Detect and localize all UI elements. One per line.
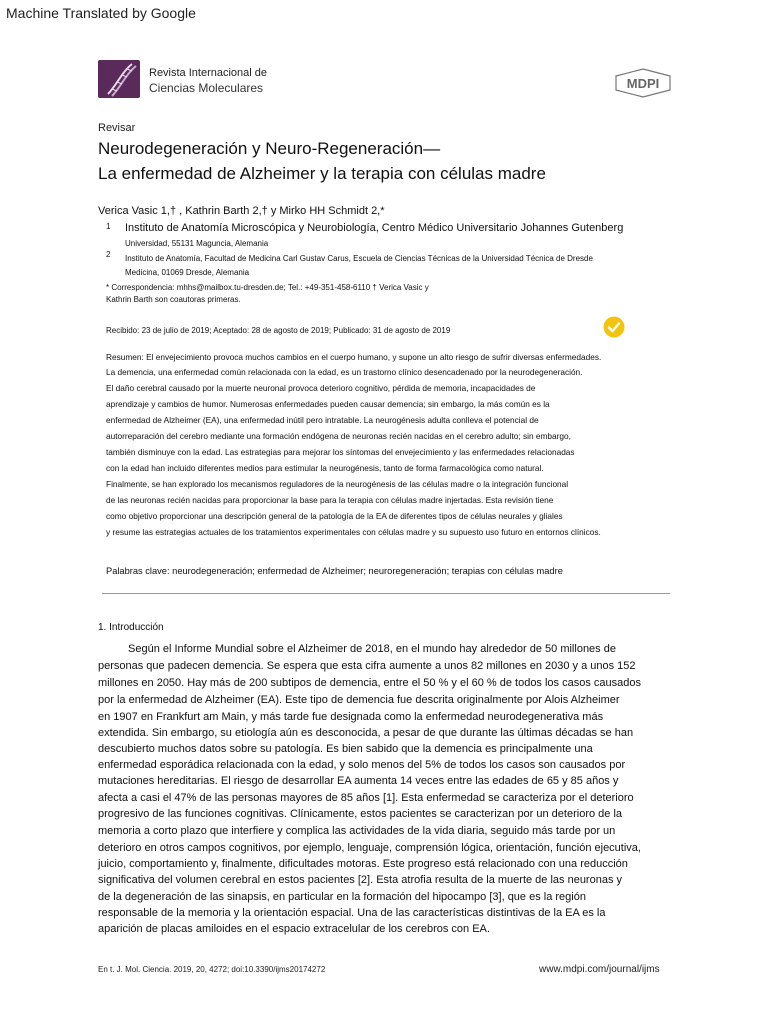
mdpi-logo: [613, 68, 673, 98]
body-line: Según el Informe Mundial sobre el Alzheimer de 2018, en el mundo hay alrededor de 50 millones de: [128, 643, 616, 655]
abstract-line: y resume las estrategias actuales de los tratamientos experimentales con células madre y su supuesto uso futuro en entornos clínicos.: [106, 527, 601, 537]
abstract-line: autorreparación del cerebro mediante una formación endógena de neuronas recién nacidas en el cerebro adulto; sin embargo,: [106, 431, 571, 441]
affiliation-number: 2: [106, 250, 111, 259]
abstract-line: El daño cerebral causado por la muerte neuronal provoca deterioro cognitivo, pérdida de memoria, incapacidades de: [106, 383, 536, 393]
affiliation-number: 1: [106, 222, 111, 231]
body-line: afecta a casi el 47% de las personas mayores de 85 años [1]. Esta enfermedad se caracteriza por el deterioro: [98, 792, 634, 804]
body-line: juicio, comportamiento y, finalmente, dificultades motoras. Este progreso está relacionado con una reducción: [98, 858, 628, 870]
citation-footer: En t. J. Mol. Ciencia. 2019, 20, 4272; doi:10.3390/ijms20174272: [98, 965, 326, 974]
abstract-line: de las neuronas recién nacidas para proporcionar la base para la terapia con células madre injertadas. Esta revisión tiene: [106, 495, 554, 505]
body-line: progresivo de las funciones cognitivas. Clínicamente, estos pacientes se caracterizan por un deterioro de la: [98, 808, 623, 820]
abstract-line: La demencia, una enfermedad común relacionada con la edad, es un trastorno clínico desencadenado por la neurodegeneración.: [106, 367, 583, 377]
check-circle-icon[interactable]: [603, 316, 625, 338]
author-list: Verica Vasic 1,† , Kathrin Barth 2,† y Mirko HH Schmidt 2,*: [98, 205, 385, 217]
article-title-line1: Neurodegeneración y Neuro-Regeneración—: [98, 139, 441, 158]
body-line: por la enfermedad de Alzheimer (EA). Este tipo de demencia fue descrita originalmente por Alois Alzheimer: [98, 694, 620, 706]
body-line: significativa del volumen cerebral en estos pacientes [2]. Esta atrofia resulta de la muerte de las neuronas y: [98, 874, 623, 886]
body-line: en 1907 en Frankfurt am Main, y más tarde fue designada como la enfermedad neurodegenerativa más: [98, 711, 604, 723]
body-line: millones en 2050. Hay más de 200 subtipos de demencia, entre el 50 % y el 60 % de todos los casos causados: [98, 677, 641, 689]
abstract-line: también disminuye con la edad. Las estrategias para mejorar los síntomas del envejecimiento y las enfermedades relacionadas: [106, 447, 575, 457]
journal-name-line2: Ciencias Moleculares: [149, 81, 264, 95]
body-line: responsable de la memoria y la orientación espacial. Una de las características distintivas de la EA es la: [98, 907, 606, 919]
affiliation-line: Instituto de Anatomía Microscópica y Neurobiología, Centro Médico Universitario Johannes Gutenberg: [125, 222, 624, 234]
article-type: Revisar: [98, 122, 136, 134]
abstract-line: Resumen: El envejecimiento provoca muchos cambios en el cuerpo humano, y supone un alto riesgo de sufrir diversas enfermedades.: [106, 352, 602, 362]
section-divider: [102, 593, 670, 594]
abstract-line: Finalmente, se han explorado los mecanismos reguladores de la neurogénesis de las células madre o la integración funcional: [106, 479, 569, 489]
affiliation-line: Instituto de Anatomía, Facultad de Medicina Carl Gustav Carus, Escuela de Ciencias Técnicas de la Universidad Técnica de Dresde: [125, 254, 593, 263]
dna-helix-icon: [98, 60, 140, 98]
journal-url-link[interactable]: www.mdpi.com/journal/ijms: [539, 964, 660, 975]
keywords: Palabras clave: neurodegeneración; enfermedad de Alzheimer; neuroregeneración; terapias con células madre: [106, 566, 563, 576]
body-line: extendida. Sin embargo, su etiología aún es desconocida, a pesar de que durante las últimas décadas se han: [98, 727, 634, 739]
abstract-line: como objetivo proporcionar una descripción general de la patología de la EA de diferentes tipos de células neurales y gliales: [106, 511, 563, 521]
affiliation-line: Universidad, 55131 Maguncia, Alemania: [125, 239, 269, 248]
abstract-line: aprendizaje y cambios de humor. Numerosas enfermedades pueden causar demencia; sin embargo, la más común es la: [106, 399, 550, 409]
journal-name-line1: Revista Internacional de: [149, 67, 268, 79]
section-title: 1. Introducción: [98, 622, 164, 633]
body-line: personas que padecen demencia. Se espera que esta cifra aumente a unos 82 millones en 2030 y a unos 152: [98, 660, 636, 672]
correspondence-line: * Correspondencia: mhhs@mailbox.tu-dresden.de; Tel.: +49-351-458-6110 † Verica Vasic y: [106, 283, 429, 292]
body-line: memoria a corto plazo que interfiere y complica las actividades de la vida diaria, seguido más tarde por un: [98, 825, 616, 837]
article-title-line2: La enfermedad de Alzheimer y la terapia con células madre: [98, 164, 546, 183]
body-line: mutaciones hereditarias. El riesgo de desarrollar EA aumenta 14 veces entre las edades de 65 y 85 años y: [98, 775, 619, 787]
body-line: deterioro en otros campos cognitivos, por ejemplo, lenguaje, comprensión lógica, orientación, función ejecutiva,: [98, 842, 641, 854]
translation-banner: Machine Translated by Google: [6, 5, 196, 21]
mdpi-logo-text: MDPI: [626, 76, 660, 91]
body-line: descubierto muchos datos sobre su patología. Es bien sabido que la demencia es principalmente una: [98, 743, 593, 755]
affiliation-line: Medicina, 01069 Dresde, Alemania: [125, 268, 250, 277]
correspondence-line: Kathrin Barth son coautoras primeras.: [106, 295, 241, 304]
body-line: aparición de placas amiloides en el espacio extracelular de los cerebros con EA.: [98, 923, 490, 935]
body-line: de la degeneración de las sinapsis, en particular en la formación del hipocampo [3], que es la región: [98, 891, 586, 903]
abstract-line: con la edad han incluido diferentes medios para estimular la neurogénesis, tanto de forma farmacológica como natural.: [106, 463, 544, 473]
body-line: enfermedad esporádica relacionada con la edad, y solo menos del 5% de todos los casos son causados por: [98, 759, 626, 771]
publication-dates: Recibido: 23 de julio de 2019; Aceptado: 28 de agosto de 2019; Publicado: 31 de agosto de 2019: [106, 326, 451, 335]
abstract-line: enfermedad de Alzheimer (EA), una enfermedad inútil pero intratable. La neurogénesis adulta conlleva el potencial de: [106, 415, 539, 425]
